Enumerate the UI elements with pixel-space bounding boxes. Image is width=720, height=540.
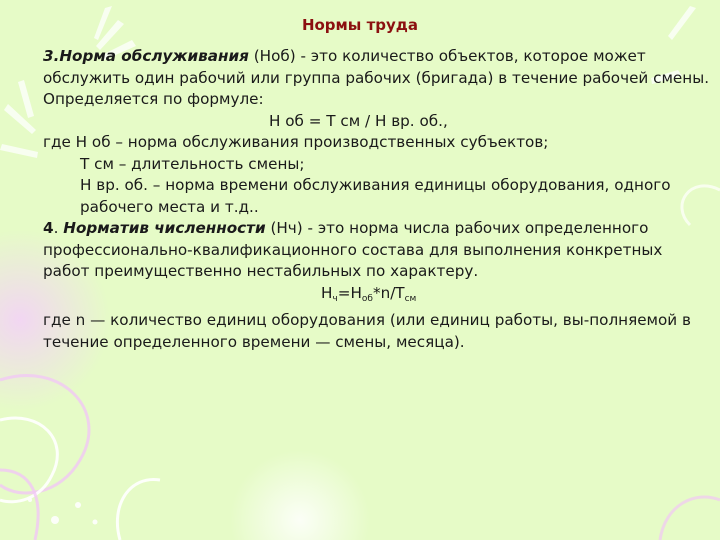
where-line: Н вр. об. – норма времени обслуживания единицы оборудования, одного рабочего места и т.д.. bbox=[80, 176, 671, 216]
definition-text: (Ноб) - это количество объектов, которое может обслужить один рабочий или группа рабочих (бригада) в течение рабочей смены. Определяется по формуле: bbox=[43, 47, 710, 108]
section-number: 3. bbox=[43, 47, 60, 65]
where-line: Т см – длительность смены; bbox=[80, 154, 305, 173]
definition-text: (Нч) - это норма числа рабочих определенного профессионально-квалификационного состава для выполнения конкретных работ преимущественно нестабильных по характеру. bbox=[43, 219, 663, 280]
term-norma-obsluzhivaniya: Норма обслуживания bbox=[59, 47, 249, 65]
slide-title: Нормы труда bbox=[301, 16, 419, 34]
section-number: 4 bbox=[43, 219, 54, 237]
formula-norma-obsluzhivaniya: Н об = Т см / Н вр. об., bbox=[269, 111, 448, 130]
section-dot: . bbox=[53, 219, 64, 237]
slide-body bbox=[43, 46, 711, 353]
where-line: где n — количество единиц оборудования (или единиц работы, вы-полняемой в течение определенного времени — смены, месяца). bbox=[43, 311, 691, 351]
where-line: где Н об – норма обслуживания производственных субъектов; bbox=[43, 133, 549, 151]
paragraph-normativ-chislennosti bbox=[43, 218, 711, 283]
term-normativ-chislennosti: Норматив численности bbox=[63, 219, 266, 237]
formula-normativ-chislennosti: $Н_ч=Н_{об}*n/Т_{см}$ bbox=[321, 283, 417, 304]
paragraph-norma-obsluzhivaniya bbox=[43, 46, 711, 111]
